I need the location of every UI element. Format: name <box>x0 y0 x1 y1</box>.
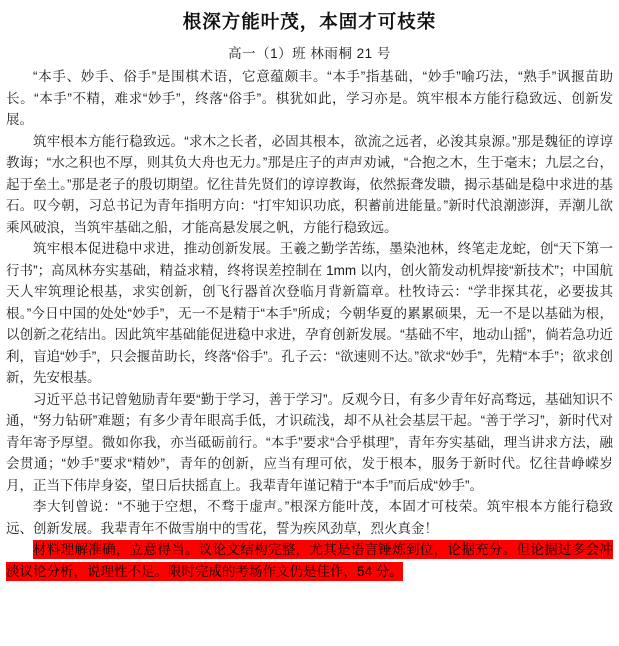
essay-body <box>6 66 613 582</box>
teacher-comment-text: 材料理解准确，立意得当。议论文结构完整，尤其是语言锤炼到位，论据充分。但论据过多会冲淡议论分析，说理性不足。限时完成的考场作文仍是佳作，54 分。 <box>6 542 613 579</box>
essay-paragraph-5: 李大钊曾说：“不驰于空想，不骛于虚声。”根深方能叶茂，本固才可枝荣。筑牢根本方能行稳致远、创新发展。我辈青年不做雪崩中的雪花，誓为疾风劲草，烈火真金！ <box>6 499 613 536</box>
essay-paragraph-2: 筑牢根本方能行稳致远。“求木之长者，必固其根本，欲流之远者，必浚其泉源。”那是魏征的谆谆教诲；“水之积也不厚，则其负大舟也无力。”那是庄子的声声劝诫，“合抱之木，生于毫末；九层之台，起于垒土。”那是老子的殷切期望。忆往昔先贤们的谆谆教诲，依然振聋发聩，揭示基础是稳中求进的基石。叹今朝，习总书记为青年指明方向：“打牢知识功底，积蓄前进能量。”新时代浪潮澎湃，弄潮儿欲乘风破浪，当筑牢基础之船，才能高悬发展之帆，方能行稳致远。 <box>6 133 613 235</box>
essay-paragraph-4: 习近平总书记曾勉励青年要“勤于学习，善于学习”。反观今日，有多少青年好高骛远，基础知识不通，“努力钻研”难题；有多少青年眼高手低，才识疏浅，却不从社会基层干起。“善于学习”，新时代对青年寄予厚望。微如你我，亦当砥砺前行。“本手”要求“合乎棋理”，青年夯实基础，理当讲求方法，融会贯通；“妙手”要求“精妙”，青年的创新，应当有理可依，发于根本，服务于新时代。忆往昔峥嵘岁月，正当下伟岸身姿，望日后扶摇直上。我辈青年谨记精于“本手”而后成“妙手”。 <box>6 391 613 493</box>
essay-paragraph-1: “本手、妙手、俗手”是围棋术语，它意蕴颇丰。“本手”指基础，“妙手”喻巧法，“熟手”讽揠苗助长。“本手”不精，难求“妙手”，终落“俗手”。棋犹如此，学习亦是。筑牢根本方能行稳致远、创新发展。 <box>6 69 613 127</box>
teacher-comment <box>6 539 613 582</box>
essay-paragraph-3: 筑牢根本促进稳中求进，推动创新发展。王羲之勤学苦练，墨染池林，终笔走龙蛇，创“天下第一行书”；高凤林夯实基础，精益求精，终将误差控制在 1mm 以内，创火箭发动机焊接“新技术”；中国航天人牢筑理论根基，求实创新，创飞行器首次登临月背新篇章。杜牧诗云：“学非探其花，必要拔其根。”今日中国的处处“妙手”，无一不是精于“本手”所成；今朝华夏的累累硕果，无一不是以基础为根，以创新之花结出。因此筑牢基础能促进稳中求进，孕育创新发展。“基础不牢，地动山摇”，倘若急功近利，盲追“妙手”，只会揠苗助长，终落“俗手”。孔子云：“欲速则不达。”欲求“妙手”，先精“本手”；欲求创新，先安根基。 <box>6 241 613 385</box>
essay-byline: 高一（1）班 林雨桐 21 号 <box>228 46 391 61</box>
essay-title: 根深方能叶茂，本固才可枝荣 <box>182 11 437 32</box>
